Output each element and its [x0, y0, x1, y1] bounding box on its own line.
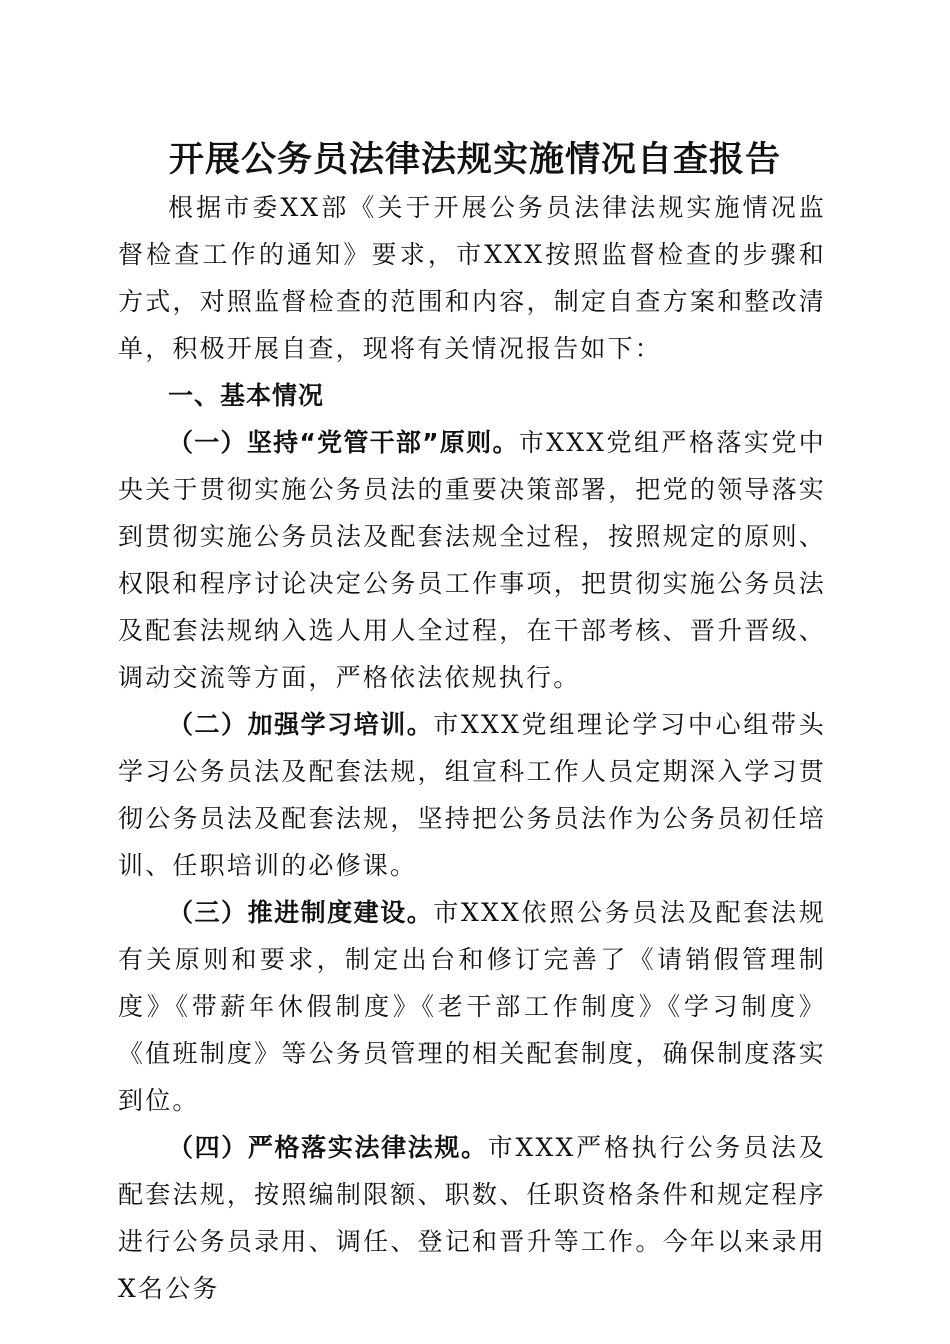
paragraph-text: 市XXX依照公务员法及配套法规有关原则和要求，制定出台和修订完善了《请销假管理制度》《带薪年休假制度》《老干部工作制度》《学习制度》《值班制度》等公务员管理的相关配套制度，确保制度落实到位。	[118, 898, 826, 1115]
paragraph-text: 市XXX党组严格落实党中央关于贯彻实施公务员法的重要决策部署，把党的领导落实到贯彻实施公务员法及配套法规全过程，按照规定的原则、权限和程序讨论决定公务员工作事项，把贯彻实施公务员法及配套法规纳入选人用人全过程，在干部考核、晋升晋级、调动交流等方面，严格依法依规执行。	[118, 428, 826, 692]
paragraph-lead: （二）加强学习培训。	[168, 710, 434, 739]
paragraph-item-3	[118, 889, 826, 1124]
document-title: 开展公务员法律法规实施情况自查报告	[168, 139, 781, 180]
paragraph-text: 市XXX严格执行公务员法及配套法规，按照编制限额、职数、任职资格条件和规定程序进行公务员录用、调任、登记和晋升等工作。今年以来录用X名公务	[118, 1133, 826, 1303]
paragraph-lead: （四）严格落实法律法规。	[168, 1133, 488, 1162]
paragraph-lead: （三）推进制度建设。	[168, 898, 434, 927]
paragraph-item-1	[118, 419, 826, 701]
section-heading: 一、基本情况	[168, 381, 325, 410]
paragraph-item-2	[118, 701, 826, 889]
paragraph-item-4	[118, 1124, 826, 1312]
intro-paragraph: 根据市委XX部《关于开展公务员法律法规实施情况监督检查工作的通知》要求，市XXX按照监督检查的步骤和方式，对照监督检查的范围和内容，制定自查方案和整改清单，积极开展自查，现将有关情况报告如下：	[118, 193, 826, 363]
paragraph-lead: （一）坚持“党管干部”原则。	[168, 428, 519, 457]
paragraph-text: 市XXX党组理论学习中心组带头学习公务员法及配套法规，组宣科工作人员定期深入学习贯彻公务员法及配套法规，坚持把公务员法作为公务员初任培训、任职培训的必修课。	[118, 710, 826, 880]
document-body	[118, 184, 826, 1312]
